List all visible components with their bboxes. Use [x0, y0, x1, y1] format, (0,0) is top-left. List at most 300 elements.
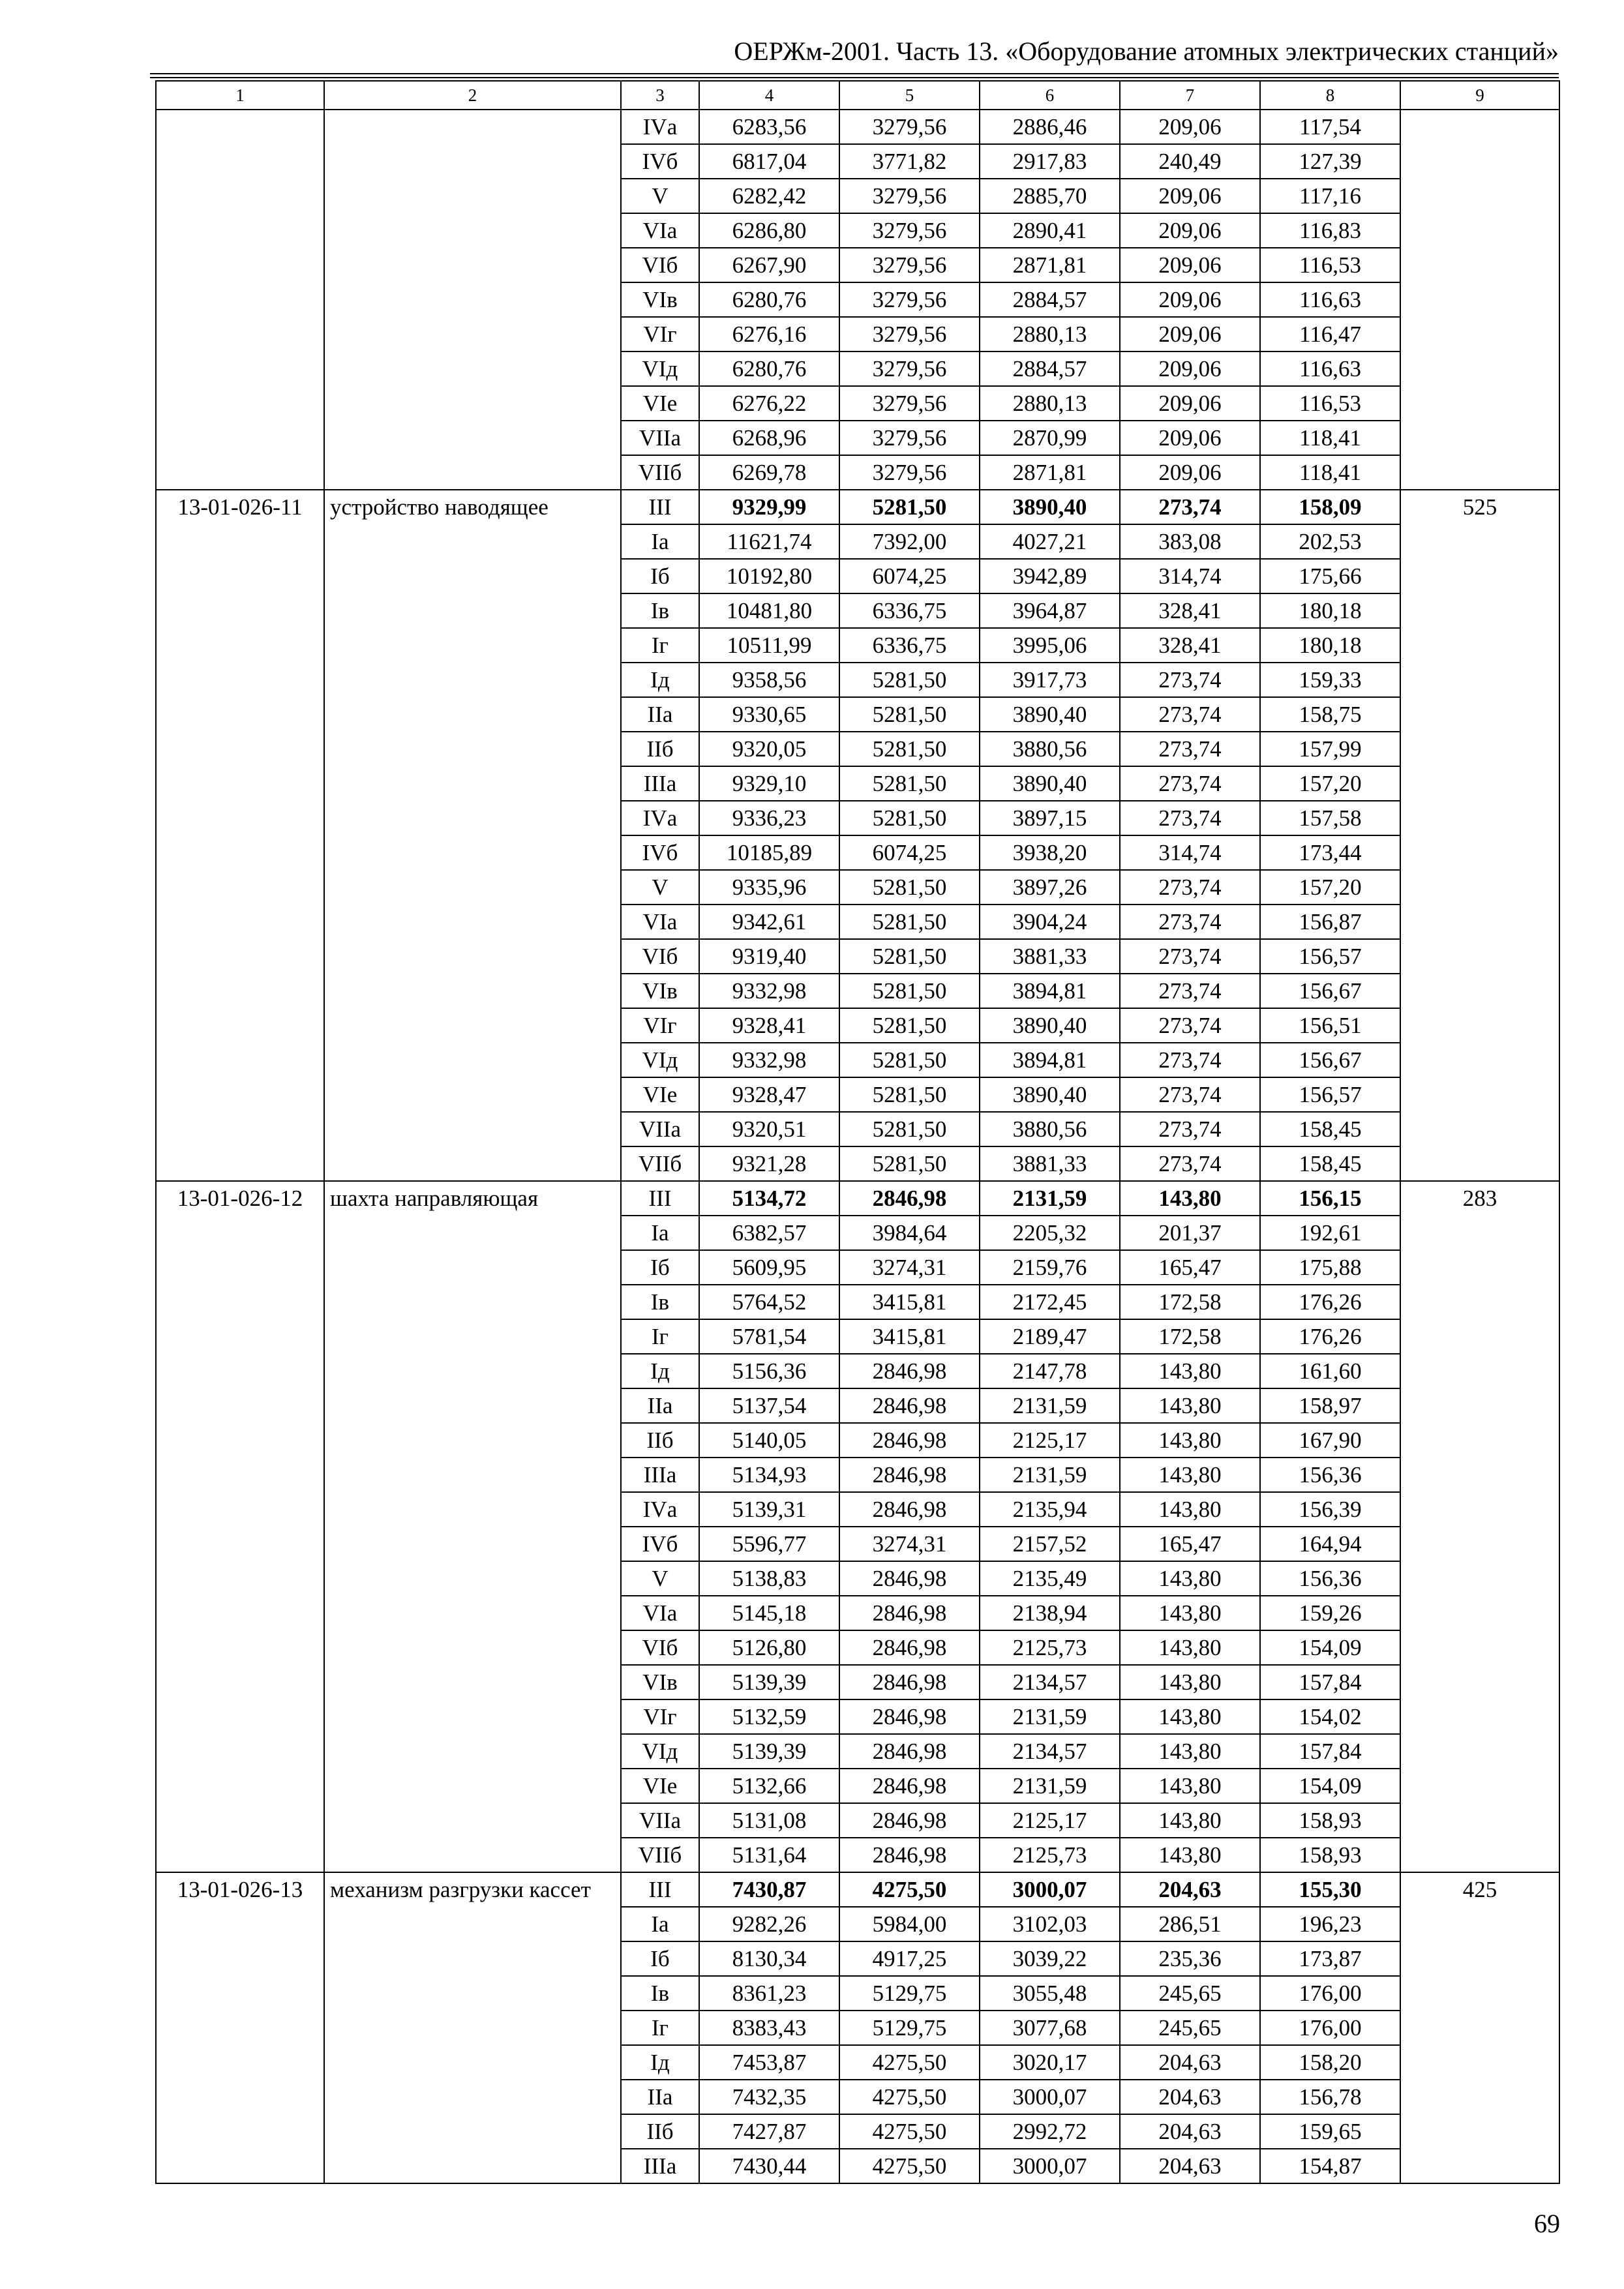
rate-name-cell: [324, 110, 621, 490]
value-cell: 156,87: [1260, 905, 1400, 939]
value-cell: 173,44: [1260, 835, 1400, 870]
value-cell: 273,74: [1120, 732, 1260, 766]
value-cell: 192,61: [1260, 1216, 1400, 1250]
value-cell: 2205,32: [980, 1216, 1120, 1250]
value-cell: 143,80: [1120, 1388, 1260, 1423]
value-cell: 5281,50: [839, 1146, 980, 1181]
region-cell: III: [621, 1181, 699, 1216]
value-cell: 2131,59: [980, 1769, 1120, 1803]
value-cell: 5134,93: [699, 1458, 839, 1492]
value-cell: 273,74: [1120, 663, 1260, 697]
region-cell: Iв: [621, 1976, 699, 2011]
value-cell: 2138,94: [980, 1596, 1120, 1630]
table-row: [156, 1181, 1559, 1216]
value-cell: 10185,89: [699, 835, 839, 870]
value-cell: 209,06: [1120, 455, 1260, 490]
value-cell: 9332,98: [699, 974, 839, 1008]
column-number: 7: [1120, 81, 1260, 110]
region-cell: IVб: [621, 144, 699, 179]
value-cell: 154,02: [1260, 1699, 1400, 1734]
column-number: 1: [156, 81, 324, 110]
value-cell: 5781,54: [699, 1319, 839, 1354]
value-cell: 158,75: [1260, 697, 1400, 732]
value-cell: 176,00: [1260, 1976, 1400, 2011]
value-cell: 2846,98: [839, 1665, 980, 1699]
value-cell: 273,74: [1120, 974, 1260, 1008]
value-cell: 3964,87: [980, 593, 1120, 628]
value-cell: 5134,72: [699, 1181, 839, 1216]
region-cell: VIа: [621, 905, 699, 939]
value-cell: 156,78: [1260, 2080, 1400, 2114]
value-cell: 5131,08: [699, 1803, 839, 1838]
value-cell: 2846,98: [839, 1458, 980, 1492]
region-cell: VIв: [621, 282, 699, 317]
value-cell: 3279,56: [839, 213, 980, 248]
rate-code-cell: 13-01-026-12: [156, 1181, 324, 1872]
value-cell: 5137,54: [699, 1388, 839, 1423]
value-cell: 202,53: [1260, 524, 1400, 559]
column-number: 9: [1400, 81, 1559, 110]
region-cell: VIIб: [621, 1146, 699, 1181]
region-cell: VIIа: [621, 1112, 699, 1146]
region-cell: VIе: [621, 1077, 699, 1112]
value-cell: 4275,50: [839, 2045, 980, 2080]
region-cell: IIб: [621, 1423, 699, 1458]
region-cell: Iд: [621, 663, 699, 697]
value-cell: 2172,45: [980, 1285, 1120, 1319]
value-cell: 5281,50: [839, 766, 980, 801]
value-cell: 154,09: [1260, 1630, 1400, 1665]
value-cell: 143,80: [1120, 1803, 1260, 1838]
value-cell: 9330,65: [699, 697, 839, 732]
rate-name-cell: устройство наводящее: [324, 490, 621, 1181]
value-cell: 2884,57: [980, 352, 1120, 386]
value-cell: 209,06: [1120, 179, 1260, 213]
value-cell: 2189,47: [980, 1319, 1120, 1354]
header-rule-bottom: [150, 77, 1559, 78]
value-cell: 3881,33: [980, 939, 1120, 974]
value-cell: 4275,50: [839, 1872, 980, 1907]
value-cell: 116,63: [1260, 282, 1400, 317]
value-cell: 204,63: [1120, 2080, 1260, 2114]
region-cell: Iг: [621, 2011, 699, 2045]
rate-name-cell: механизм разгрузки кассет: [324, 1872, 621, 2183]
region-cell: Iб: [621, 1250, 699, 1285]
value-cell: 273,74: [1120, 1077, 1260, 1112]
region-cell: Iа: [621, 1907, 699, 1941]
value-cell: 3890,40: [980, 1008, 1120, 1043]
value-cell: 143,80: [1120, 1354, 1260, 1388]
value-cell: 5132,59: [699, 1699, 839, 1734]
value-cell: 3894,81: [980, 974, 1120, 1008]
region-cell: Iб: [621, 1941, 699, 1976]
value-cell: 5156,36: [699, 1354, 839, 1388]
value-cell: 159,26: [1260, 1596, 1400, 1630]
region-cell: VIб: [621, 248, 699, 282]
value-cell: 165,47: [1120, 1527, 1260, 1561]
value-cell: 2135,49: [980, 1561, 1120, 1596]
value-cell: 7427,87: [699, 2114, 839, 2149]
value-cell: 3055,48: [980, 1976, 1120, 2011]
page-header: ОЕРЖм-2001. Часть 13. «Оборудование атомных электрических станций»: [734, 37, 1559, 66]
value-cell: 3904,24: [980, 905, 1120, 939]
value-cell: 2125,17: [980, 1423, 1120, 1458]
region-cell: IIIа: [621, 766, 699, 801]
value-cell: 209,06: [1120, 317, 1260, 352]
value-cell: 328,41: [1120, 593, 1260, 628]
region-cell: Iг: [621, 628, 699, 663]
value-cell: 5281,50: [839, 1112, 980, 1146]
value-cell: 2885,70: [980, 179, 1120, 213]
column-number: 6: [980, 81, 1120, 110]
value-cell: 2846,98: [839, 1699, 980, 1734]
value-cell: 9320,05: [699, 732, 839, 766]
value-cell: 2159,76: [980, 1250, 1120, 1285]
value-cell: 2157,52: [980, 1527, 1120, 1561]
value-cell: 5131,64: [699, 1838, 839, 1872]
value-cell: 175,88: [1260, 1250, 1400, 1285]
value-cell: 8383,43: [699, 2011, 839, 2045]
region-cell: VIг: [621, 317, 699, 352]
value-cell: 273,74: [1120, 905, 1260, 939]
value-cell: 273,74: [1120, 801, 1260, 835]
value-cell: 176,26: [1260, 1319, 1400, 1354]
value-cell: 156,15: [1260, 1181, 1400, 1216]
value-cell: 2871,81: [980, 248, 1120, 282]
value-cell: 9328,41: [699, 1008, 839, 1043]
value-cell: 5138,83: [699, 1561, 839, 1596]
value-cell: 273,74: [1120, 1146, 1260, 1181]
value-cell: 209,06: [1120, 110, 1260, 144]
value-cell: 204,63: [1120, 2114, 1260, 2149]
region-cell: Iв: [621, 593, 699, 628]
value-cell: 3890,40: [980, 490, 1120, 524]
value-cell: 5126,80: [699, 1630, 839, 1665]
region-cell: Iа: [621, 524, 699, 559]
value-cell: 6276,22: [699, 386, 839, 421]
value-cell: 2846,98: [839, 1388, 980, 1423]
value-cell: 143,80: [1120, 1665, 1260, 1699]
value-cell: 2846,98: [839, 1181, 980, 1216]
value-cell: 3415,81: [839, 1285, 980, 1319]
value-cell: 154,09: [1260, 1769, 1400, 1803]
value-cell: 9329,99: [699, 490, 839, 524]
value-cell: 5596,77: [699, 1527, 839, 1561]
value-cell: 158,20: [1260, 2045, 1400, 2080]
value-cell: 116,47: [1260, 317, 1400, 352]
value-cell: 328,41: [1120, 628, 1260, 663]
value-cell: 8361,23: [699, 1976, 839, 2011]
rate-code-cell: 13-01-026-13: [156, 1872, 324, 2183]
value-cell: 204,63: [1120, 2045, 1260, 2080]
value-cell: 2131,59: [980, 1388, 1120, 1423]
region-cell: VIа: [621, 1596, 699, 1630]
region-cell: V: [621, 179, 699, 213]
value-cell: 3771,82: [839, 144, 980, 179]
region-cell: VIд: [621, 1734, 699, 1769]
value-cell: 3897,15: [980, 801, 1120, 835]
value-cell: 5764,52: [699, 1285, 839, 1319]
value-cell: 158,45: [1260, 1112, 1400, 1146]
value-cell: 2134,57: [980, 1665, 1120, 1699]
value-cell: 156,67: [1260, 1043, 1400, 1077]
value-cell: 6336,75: [839, 628, 980, 663]
value-cell: 2846,98: [839, 1561, 980, 1596]
region-cell: Iа: [621, 1216, 699, 1250]
value-cell: 3942,89: [980, 559, 1120, 593]
value-cell: 3279,56: [839, 455, 980, 490]
column-number: 5: [839, 81, 980, 110]
value-cell: 6276,16: [699, 317, 839, 352]
header-rule-top: [150, 73, 1559, 74]
rates-table: [155, 80, 1560, 2184]
value-cell: 5984,00: [839, 1907, 980, 1941]
value-cell: 10192,80: [699, 559, 839, 593]
value-cell: 2880,13: [980, 317, 1120, 352]
column-number: 2: [324, 81, 621, 110]
value-cell: 2125,73: [980, 1630, 1120, 1665]
value-cell: 2846,98: [839, 1596, 980, 1630]
value-cell: 4275,50: [839, 2149, 980, 2183]
value-cell: 209,06: [1120, 386, 1260, 421]
value-cell: 161,60: [1260, 1354, 1400, 1388]
value-cell: 155,30: [1260, 1872, 1400, 1907]
value-cell: 7453,87: [699, 2045, 839, 2080]
value-cell: 5139,39: [699, 1734, 839, 1769]
column-number: 4: [699, 81, 839, 110]
value-cell: 6286,80: [699, 213, 839, 248]
value-cell: 116,63: [1260, 352, 1400, 386]
region-cell: VIIб: [621, 455, 699, 490]
value-cell: 273,74: [1120, 1043, 1260, 1077]
value-cell: 6269,78: [699, 455, 839, 490]
value-cell: 2884,57: [980, 282, 1120, 317]
region-cell: V: [621, 870, 699, 905]
value-cell: 3279,56: [839, 386, 980, 421]
value-cell: 209,06: [1120, 282, 1260, 317]
value-cell: 9329,10: [699, 766, 839, 801]
value-cell: 2846,98: [839, 1734, 980, 1769]
value-cell: 4027,21: [980, 524, 1120, 559]
value-cell: 172,58: [1120, 1285, 1260, 1319]
value-cell: 5281,50: [839, 870, 980, 905]
value-cell: 9358,56: [699, 663, 839, 697]
value-cell: 6074,25: [839, 835, 980, 870]
value-cell: 6280,76: [699, 282, 839, 317]
value-cell: 143,80: [1120, 1423, 1260, 1458]
value-cell: 143,80: [1120, 1630, 1260, 1665]
value-cell: 4275,50: [839, 2114, 980, 2149]
value-cell: 3881,33: [980, 1146, 1120, 1181]
value-cell: 156,36: [1260, 1561, 1400, 1596]
value-cell: 3415,81: [839, 1319, 980, 1354]
value-cell: 5132,66: [699, 1769, 839, 1803]
value-cell: 6817,04: [699, 144, 839, 179]
value-cell: 157,99: [1260, 732, 1400, 766]
value-cell: 6336,75: [839, 593, 980, 628]
value-cell: 173,87: [1260, 1941, 1400, 1976]
value-cell: 2147,78: [980, 1354, 1120, 1388]
value-cell: 3274,31: [839, 1250, 980, 1285]
region-cell: Iд: [621, 1354, 699, 1388]
value-cell: 8130,34: [699, 1941, 839, 1976]
region-cell: IIа: [621, 1388, 699, 1423]
value-cell: 286,51: [1120, 1907, 1260, 1941]
value-cell: 159,65: [1260, 2114, 1400, 2149]
value-cell: 2871,81: [980, 455, 1120, 490]
value-cell: 204,63: [1120, 1872, 1260, 1907]
value-cell: 3279,56: [839, 317, 980, 352]
value-cell: 3890,40: [980, 697, 1120, 732]
value-cell: 3102,03: [980, 1907, 1120, 1941]
value-cell: 116,53: [1260, 386, 1400, 421]
value-cell: 2125,73: [980, 1838, 1120, 1872]
value-cell: 9335,96: [699, 870, 839, 905]
region-cell: VIIа: [621, 1803, 699, 1838]
value-cell: 3039,22: [980, 1941, 1120, 1976]
value-cell: 245,65: [1120, 1976, 1260, 2011]
value-cell: 143,80: [1120, 1458, 1260, 1492]
value-cell: 6280,76: [699, 352, 839, 386]
value-cell: 5281,50: [839, 490, 980, 524]
value-cell: 180,18: [1260, 593, 1400, 628]
region-cell: IIIа: [621, 1458, 699, 1492]
value-cell: 143,80: [1120, 1596, 1260, 1630]
column-number-row: [156, 81, 1559, 110]
value-cell: 3894,81: [980, 1043, 1120, 1077]
value-cell: 143,80: [1120, 1838, 1260, 1872]
table-body: [156, 110, 1559, 2183]
value-cell: 3000,07: [980, 1872, 1120, 1907]
value-cell: 5281,50: [839, 1077, 980, 1112]
value-cell: 118,41: [1260, 455, 1400, 490]
region-cell: VIе: [621, 1769, 699, 1803]
value-cell: 167,90: [1260, 1423, 1400, 1458]
value-cell: 157,58: [1260, 801, 1400, 835]
value-cell: 10481,80: [699, 593, 839, 628]
value-cell: 3995,06: [980, 628, 1120, 663]
value-cell: 5281,50: [839, 1008, 980, 1043]
value-cell: 209,06: [1120, 248, 1260, 282]
value-cell: 273,74: [1120, 490, 1260, 524]
value-cell: 143,80: [1120, 1561, 1260, 1596]
value-cell: 175,66: [1260, 559, 1400, 593]
value-cell: 5139,31: [699, 1492, 839, 1527]
value-cell: 314,74: [1120, 559, 1260, 593]
value-cell: 3890,40: [980, 766, 1120, 801]
value-cell: 156,57: [1260, 1077, 1400, 1112]
value-cell: 9282,26: [699, 1907, 839, 1941]
category-cell: 425: [1400, 1872, 1559, 2183]
value-cell: 3917,73: [980, 663, 1120, 697]
region-cell: VIб: [621, 1630, 699, 1665]
region-cell: IVа: [621, 801, 699, 835]
table-row: [156, 1872, 1559, 1907]
value-cell: 4917,25: [839, 1941, 980, 1976]
value-cell: 3279,56: [839, 179, 980, 213]
value-cell: 273,74: [1120, 1112, 1260, 1146]
value-cell: 3279,56: [839, 248, 980, 282]
value-cell: 3279,56: [839, 421, 980, 455]
value-cell: 164,94: [1260, 1527, 1400, 1561]
value-cell: 5281,50: [839, 905, 980, 939]
rate-code-cell: 13-01-026-11: [156, 490, 324, 1181]
region-cell: VIд: [621, 352, 699, 386]
region-cell: IIб: [621, 2114, 699, 2149]
value-cell: 5281,50: [839, 732, 980, 766]
value-cell: 117,54: [1260, 110, 1400, 144]
value-cell: 2134,57: [980, 1734, 1120, 1769]
value-cell: 5609,95: [699, 1250, 839, 1285]
value-cell: 9332,98: [699, 1043, 839, 1077]
region-cell: VIб: [621, 939, 699, 974]
column-number: 3: [621, 81, 699, 110]
region-cell: VIе: [621, 386, 699, 421]
value-cell: 2125,17: [980, 1803, 1120, 1838]
value-cell: 159,33: [1260, 663, 1400, 697]
value-cell: 5139,39: [699, 1665, 839, 1699]
value-cell: 5129,75: [839, 1976, 980, 2011]
value-cell: 5145,18: [699, 1596, 839, 1630]
value-cell: 3880,56: [980, 1112, 1120, 1146]
value-cell: 157,20: [1260, 870, 1400, 905]
value-cell: 6267,90: [699, 248, 839, 282]
value-cell: 154,87: [1260, 2149, 1400, 2183]
value-cell: 127,39: [1260, 144, 1400, 179]
value-cell: 5281,50: [839, 801, 980, 835]
value-cell: 273,74: [1120, 766, 1260, 801]
region-cell: VIд: [621, 1043, 699, 1077]
value-cell: 383,08: [1120, 524, 1260, 559]
value-cell: 180,18: [1260, 628, 1400, 663]
value-cell: 196,23: [1260, 1907, 1400, 1941]
value-cell: 7430,44: [699, 2149, 839, 2183]
value-cell: 6282,42: [699, 179, 839, 213]
rate-name-cell: шахта направляющая: [324, 1181, 621, 1872]
value-cell: 156,67: [1260, 974, 1400, 1008]
value-cell: 5129,75: [839, 2011, 980, 2045]
value-cell: 11621,74: [699, 524, 839, 559]
value-cell: 2131,59: [980, 1699, 1120, 1734]
value-cell: 156,39: [1260, 1492, 1400, 1527]
value-cell: 7432,35: [699, 2080, 839, 2114]
value-cell: 118,41: [1260, 421, 1400, 455]
region-cell: IIIа: [621, 2149, 699, 2183]
value-cell: 143,80: [1120, 1699, 1260, 1734]
value-cell: 2880,13: [980, 386, 1120, 421]
value-cell: 5281,50: [839, 663, 980, 697]
value-cell: 2846,98: [839, 1769, 980, 1803]
region-cell: IVа: [621, 1492, 699, 1527]
column-number: 8: [1260, 81, 1400, 110]
value-cell: 3938,20: [980, 835, 1120, 870]
value-cell: 2846,98: [839, 1423, 980, 1458]
value-cell: 9321,28: [699, 1146, 839, 1181]
region-cell: IIа: [621, 697, 699, 732]
category-cell: 283: [1400, 1181, 1559, 1872]
value-cell: 3279,56: [839, 282, 980, 317]
value-cell: 209,06: [1120, 213, 1260, 248]
value-cell: 116,53: [1260, 248, 1400, 282]
region-cell: Iб: [621, 559, 699, 593]
value-cell: 176,00: [1260, 2011, 1400, 2045]
page-number: 69: [1534, 2209, 1560, 2238]
value-cell: 5140,05: [699, 1423, 839, 1458]
value-cell: 143,80: [1120, 1181, 1260, 1216]
value-cell: 2135,94: [980, 1492, 1120, 1527]
value-cell: 4275,50: [839, 2080, 980, 2114]
region-cell: III: [621, 1872, 699, 1907]
